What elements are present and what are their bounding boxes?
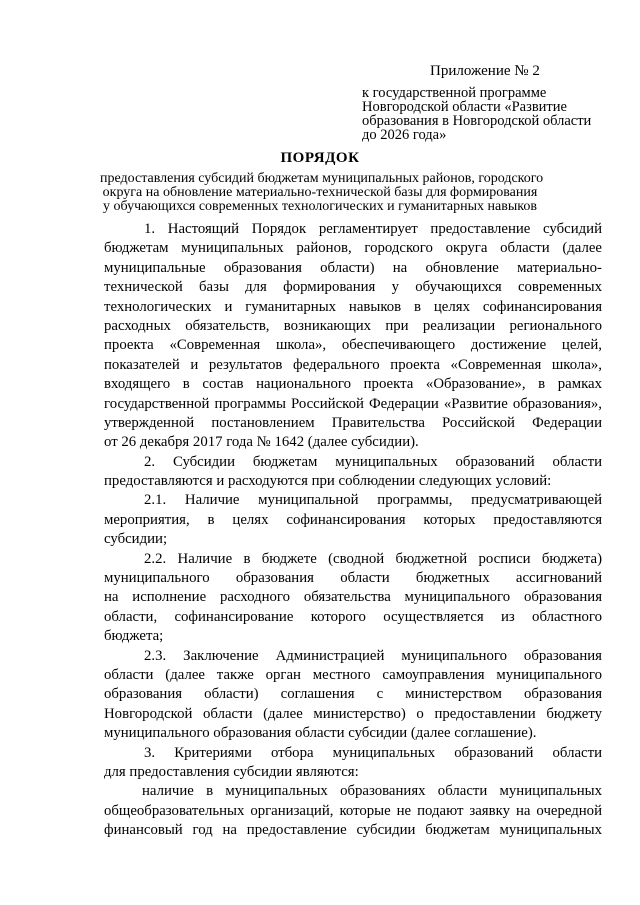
body-line: показателей и результатов федерального проекта «Современная школа», <box>104 356 602 373</box>
document-body <box>104 220 602 841</box>
body-line: наличие в муниципальных образованиях области муниципальных <box>142 783 602 800</box>
body-line: субсидии; <box>104 531 168 548</box>
body-line: области, софинансирование которого осуществляется из областного <box>104 608 602 625</box>
body-line: на исполнение расходного обязательства муниципального образования <box>104 589 602 606</box>
body-line: государственной программы Российской Федерации «Развитие образования», <box>104 395 602 412</box>
body-line: утвержденной постановлением Правительства Российской Федерации <box>104 414 602 431</box>
body-line: Новгородской области (далее министерство) о предоставлении бюджету <box>104 705 602 722</box>
body-line: от 26 декабря 2017 года № 1642 (далее субсидии). <box>104 434 419 451</box>
body-line: финансовый год на предоставление субсидии бюджетам муниципальных <box>104 822 602 839</box>
document-title: ПОРЯДОК <box>280 150 360 166</box>
body-line: 1. Настоящий Порядок регламентирует предоставление субсидий <box>144 221 602 237</box>
body-line: общеобразовательных организаций, которые не подают заявку на очередной <box>104 802 602 819</box>
body-line: предоставляются и расходуются при соблюдении следующих условий: <box>104 473 552 490</box>
appendix-ref-line: Новгородской области «Развитие <box>362 99 567 115</box>
body-line: расходных обязательств, возникающих при реализации регионального <box>104 317 602 334</box>
body-line: 3. Критериями отбора муниципальных образований области <box>144 744 602 761</box>
document-subtitle <box>100 171 544 214</box>
appendix-reference <box>362 86 612 142</box>
appendix-ref-line: до 2026 года» <box>362 127 447 143</box>
subtitle-line: у обучающихся современных технологических и гуманитарных навыков <box>103 199 537 214</box>
body-line: области (далее также орган местного самоуправления муниципального <box>104 666 602 683</box>
appendix-ref-line: образования в Новгородской области <box>362 113 592 129</box>
body-line: для предоставления субсидии являются: <box>104 763 359 780</box>
body-line: муниципального образования области субсидии (далее соглашение). <box>104 725 537 742</box>
body-line: 2. Субсидии бюджетам муниципальных образований области <box>144 453 602 470</box>
body-line: муниципальные образования области) на обновление материально- <box>104 259 602 276</box>
body-line: бюджета; <box>104 628 164 645</box>
body-line: входящего в состав национального проекта «Образование», в рамках <box>104 376 602 393</box>
body-line: образования области) соглашения с министерством образования <box>104 686 602 703</box>
appendix-title: Приложение № 2 <box>430 63 540 79</box>
subtitle-line: предоставления субсидий бюджетам муниципальных районов, городского <box>100 171 544 186</box>
body-line: 2.2. Наличие в бюджете (сводной бюджетной росписи бюджета) <box>144 550 602 567</box>
body-line: муниципального образования области бюджетных ассигнований <box>104 570 602 587</box>
body-line: проекта «Современная школа», обеспечивающего достижение целей, <box>104 337 602 354</box>
body-line: бюджетам муниципальных районов, городского округа области (далее <box>104 240 602 257</box>
body-line: 2.1. Наличие муниципальной программы, предусматривающей <box>144 492 602 509</box>
subtitle-line: округа на обновление материально-технической базы для формирования <box>102 185 538 200</box>
body-line: 2.3. Заключение Администрацией муниципального образования <box>144 647 602 664</box>
appendix-ref-line: к государственной программе <box>362 85 547 101</box>
body-line: технической базы для формирования у обучающихся современных <box>104 279 602 296</box>
body-line: технологических и гуманитарных навыков в целях софинансирования <box>104 298 602 315</box>
body-line: мероприятия, в целях софинансирования которых предоставляются <box>104 511 602 528</box>
